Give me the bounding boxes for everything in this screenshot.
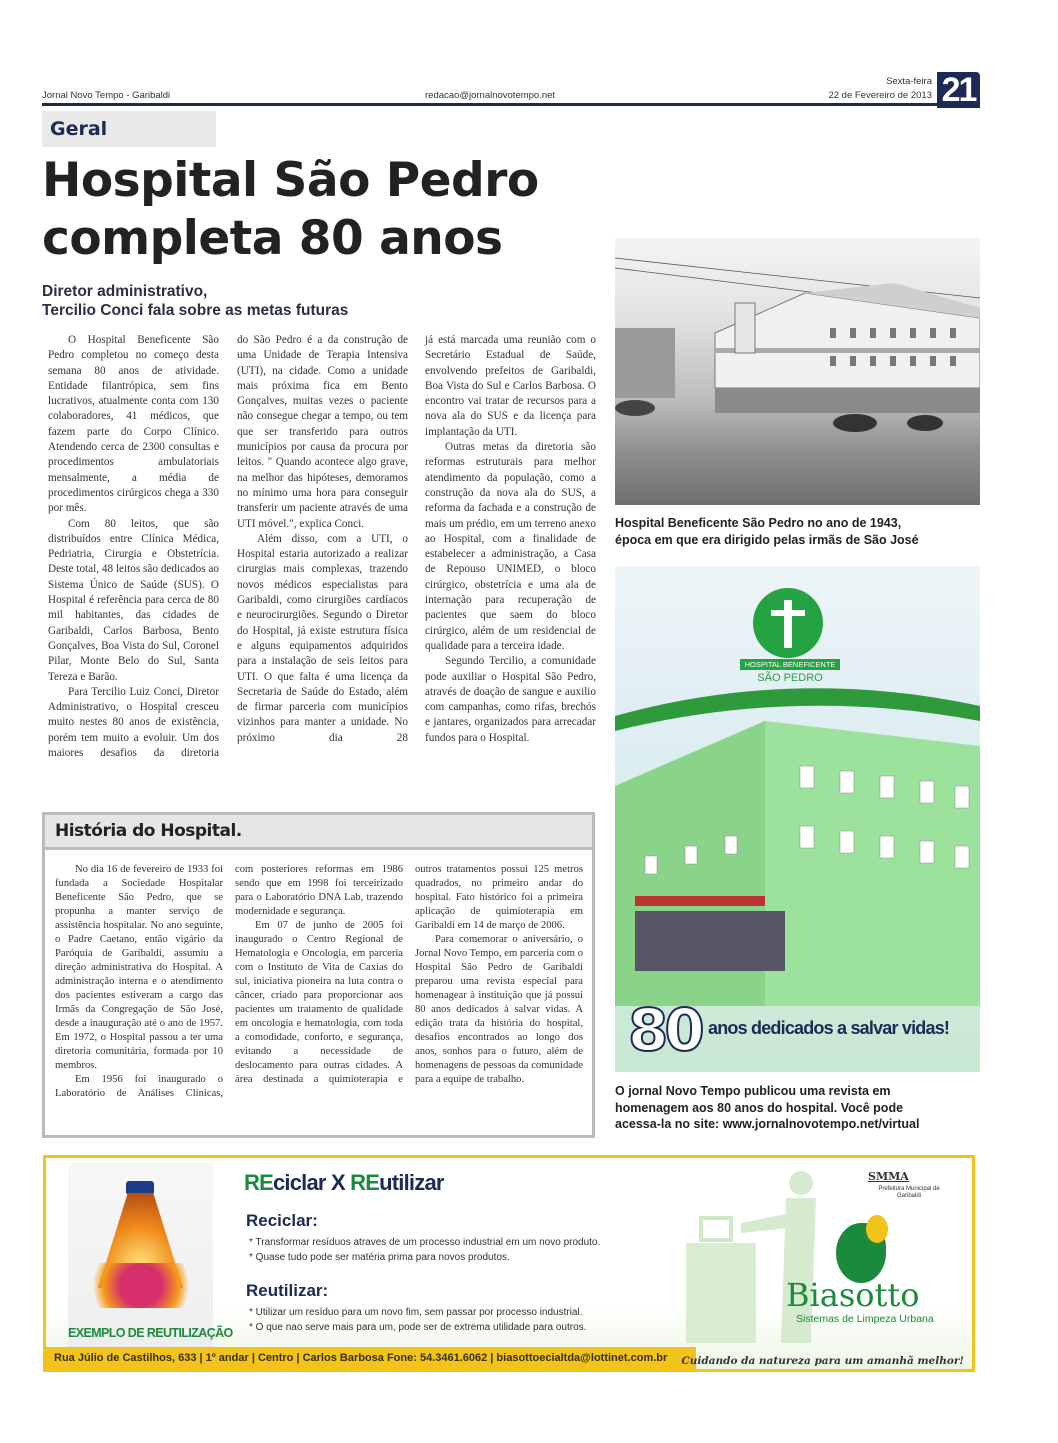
biasotto-logo-icon: [836, 1223, 886, 1283]
hospital-promo-ad: [615, 566, 980, 1072]
smma-subtitle: Prefeitura Municipal de Garibaldi: [878, 1186, 940, 1199]
title-re: RE: [350, 1170, 380, 1195]
paragraph: Outras metas da diretoria são reformas estruturais para melhor atendimento da população, como a construção da nova ala do SUS, a reforma da fachada e a construção de mais um prédio, em um terreno anexo ao Hospital, com a finalidade de estabelecer a administração, a Casa de Repouso UNIMED, o bloco cirúrgico, obstetrícia e uma ala de internação para recuperação de pacientes que saem do bloco cirúrgico, além de um residencial de qualidade para a terceira idade.: [425, 441, 596, 652]
article-column-3: [425, 333, 596, 746]
weekday: Sexta-feira: [886, 76, 932, 87]
article-column-2: [237, 333, 408, 746]
logo-line-2: SÃO PEDRO: [757, 672, 823, 684]
banner-title: [244, 1170, 444, 1196]
smma-logo: SMMA: [868, 1170, 909, 1183]
paragraph: outros tratamentos possui 125 metros quadrados, no primeiro andar do hospital. Fato histórico foi a primeira aplicação de quimioterapia em Garibaldi em 14 de março de 2006.: [415, 864, 583, 931]
paragraph: Com 80 leitos, que são distribuídos entre Clínica Médica, Pedriatria, Cirurgia e Obstetrícia. Deste total, 48 leitos são dedicados ao Sistema Único de Saúde (SUS). O Hospital é referência para cerca de 80 mil habitantes, das cidades de Garibaldi, Carlos Barbosa, Bento Gonçalves, Boa Vista do Sul, Coronel Pilar, Monte Belo do Sul, Santa Tereza e Barão.: [48, 517, 219, 683]
date: 22 de Fevereiro de 2013: [828, 90, 932, 101]
paragraph: O Hospital Beneficente São Pedro completou no começo desta semana 80 anos de atividade. Entidade filantrópica, sem fins lucrativos, atualmente conta com 130 colaboradores, 41 médicos, que fazem parte do Corpo Clínico. Atendendo cerca de 2300 consultas e procedimentos ambulatoriais mensalmente, a média de procedimentos cirúrgicos chega a 330 por mês.: [48, 334, 219, 515]
photo-caption: [615, 515, 919, 548]
brand-name: Biasotto: [786, 1276, 920, 1314]
subheadline: [42, 282, 462, 320]
historic-hospital-photo: [615, 238, 980, 505]
subhead-line: Tercilio Conci fala sobre as metas futuras: [42, 302, 349, 319]
title-part: utilizar: [379, 1170, 444, 1195]
paragraph: Segundo Tercilio, a comunidade pode auxiliar o Hospital São Pedro, através de doação de sangue e auxilio com campanhas, como rifas, brechós e jantares, organizados para arrecadar fundos para o Hospital.: [425, 655, 596, 744]
caption-line[interactable]: acessa-la no site: www.jornalnovotempo.net/virtual: [615, 1117, 920, 1131]
reciclar-heading: Reciclar:: [246, 1211, 318, 1230]
paragraph: Para Tercilio Luiz Conci, Diretor Administrativo, o Hospital cresceu muito nestes 80 anos de existência, porém tem muito a evoluir. Um dos maiores desafios da diretoria: [48, 685, 219, 760]
title-part: ciclar X: [272, 1170, 351, 1195]
logo-line-1: HOSPITAL BENEFICENTE: [740, 659, 840, 670]
paragraph: do São Pedro é a da construção de uma Unidade de Terapia Intensiva (UTI), na cidade. Como a unidade mais próxima fica em Bento Gonçalves, muitas vezes o paciente não consegue chegar a tempo, ou tem que ser transferido para outros municípios por causa da procura por leitos. " Quando acontece algo grave, na melhor das hipóteses, demoramos no mínimo uma hora para conseguir transferir um paciente através de uma UTI móvel.", explica Conci.: [237, 334, 408, 530]
caption-line: época em que era dirigido pelas irmãs de São José: [615, 532, 919, 547]
hospital-cross-logo-icon: [753, 588, 823, 658]
caption-line: homenagem aos 80 anos do hospital. Você pode: [615, 1100, 904, 1115]
paper-name: Jornal Novo Tempo - Garibaldi: [42, 90, 171, 101]
reutilizar-heading: Reutilizar:: [246, 1281, 329, 1300]
paragraph: já está marcada uma reunião com o Secretário Estadual de Saúde, envolvendo prefeitos de Garibaldi, Boa Vista do Sul e Carlos Barbosa. O encontro vai tratar de recursos para a nova ala do SUS e da licença para implantação da UTI.: [425, 334, 596, 438]
reused-bottle-lamp-image: [68, 1163, 213, 1348]
paragraph: Para comemorar o aniversário, o Jornal Novo Tempo, em parceria com o Hospital São Pedro de Garibaldi preparou uma revista especial para homenagear à instituição que já possui 80 anos dedicados à salvar vidas. A edição trata da história do hospital, desafios encontrados ao longo dos anos, sonhos para o futuro, além de homenagens de pessoas da comunidade para a equipe de trabalho.: [415, 934, 583, 1085]
section-label: Geral: [42, 111, 216, 147]
promo-tagline: anos dedicados a salvar vidas!: [708, 1018, 950, 1038]
article-column-1: [48, 333, 219, 761]
paragraph: com posteriores reformas em 1986 sendo que em 1998 foi terceirizado para o Laboratório DNA Lab, trazendo modernidade e segurança.: [235, 864, 403, 917]
history-column-2: [235, 863, 403, 1087]
history-title: História do Hospital.: [42, 812, 595, 850]
subhead-line: Diretor administrativo,: [42, 283, 208, 300]
big-number-80: 80: [628, 996, 701, 1064]
paragraph: No dia 16 de fevereiro de 1933 foi fundada a Sociedade Hospitalar Beneficente São Pedro, que se propunha a manter serviço de assistência hospitalar. No ano seguinte, o Padre Caetano, então vigário da Paróquia de Garibaldi, assumiu a direção administrativa do Hospital. A administração interna e o atendimento dos pacientes estiveram a cargo das Irmãs da Congregação de São José, desde a inauguração até o ano de 1957. Em 1972, o Hospital passou a ter uma diretoria comunitária, formada por 10 membros.: [55, 864, 223, 1071]
list-item: * O que nao serve mais para um, pode ser de extrema utilidade para outros.: [249, 1322, 587, 1333]
reciclar-list: [249, 1235, 600, 1265]
paper-email[interactable]: redacao@jornalnovotempo.net: [425, 90, 556, 101]
promo-caption: [615, 1083, 919, 1133]
headline: Hospital São Pedro completa 80 anos: [42, 153, 539, 266]
example-label: EXEMPLO DE REUTILIZAÇÃO: [68, 1326, 233, 1340]
address-bar: Rua Júlio de Castilhos, 633 | 1º andar | Centro | Carlos Barbosa Fone: 54.3461.6062 | biasottoecialtda@lottinet.com.br: [46, 1347, 696, 1369]
caption-line: Hospital Beneficente São Pedro no ano de 1943,: [615, 516, 902, 530]
slogan: Cuidando da natureza para um amanhã melhor!: [681, 1355, 964, 1367]
reutilizar-list: [249, 1305, 586, 1335]
history-column-1: [55, 863, 223, 1101]
brand-subtitle: Sistemas de Limpeza Urbana: [796, 1313, 934, 1325]
paragraph: Em 1956 foi inaugurado o Laboratório de Análises Clínicas,: [55, 1074, 223, 1099]
recycling-ad-banner: [43, 1155, 975, 1372]
list-item: * Transformar resíduos atraves de um processo industrial em um novo produto.: [249, 1237, 601, 1248]
title-re: RE: [244, 1170, 273, 1195]
caption-line: O jornal Novo Tempo publicou uma revista em: [615, 1084, 891, 1098]
history-column-3: [415, 863, 583, 1087]
header-rule: [42, 103, 938, 106]
list-item: * Quase tudo pode ser matéria prima para novos produtos.: [249, 1252, 510, 1263]
paragraph: Além disso, com a UTI, o Hospital estaria autorizado a realizar cirurgias mais complexas, trazendo novos médicos especialistas para Garibaldi, como cirurgiões cardíacos e neurocirurgiões. Segundo o Diretor do Hospital, já existe estrutura física e alguns equipamentos adquiridos para a instalação de seis leitos para UTI. O que falta é uma licença da Secretaria de Saúde do Estado, além de firmar parceria com municípios vizinhos para manter a unidade. No próximo dia 28: [237, 532, 408, 744]
page-number: 21: [937, 72, 980, 108]
paragraph: Em 07 de junho de 2005 foi inaugurado o Centro Regional de Hematologia e Oncologia, em parceria com o Instituto de Vita de Caxias do sul, iniciativa pioneira na luta contra o câncer, criado para proporcionar aos pacientes um tratamento de qualidade em oncologia e hematologia, com toda a comodidade, conforto, e segurança, evitando a necessidade de deslocamento para outras cidades. A área destinada a quimioterapia e: [235, 920, 403, 1085]
list-item: * Utilizar um resíduo para um novo fim, sem passar por processo industrial.: [249, 1307, 583, 1318]
